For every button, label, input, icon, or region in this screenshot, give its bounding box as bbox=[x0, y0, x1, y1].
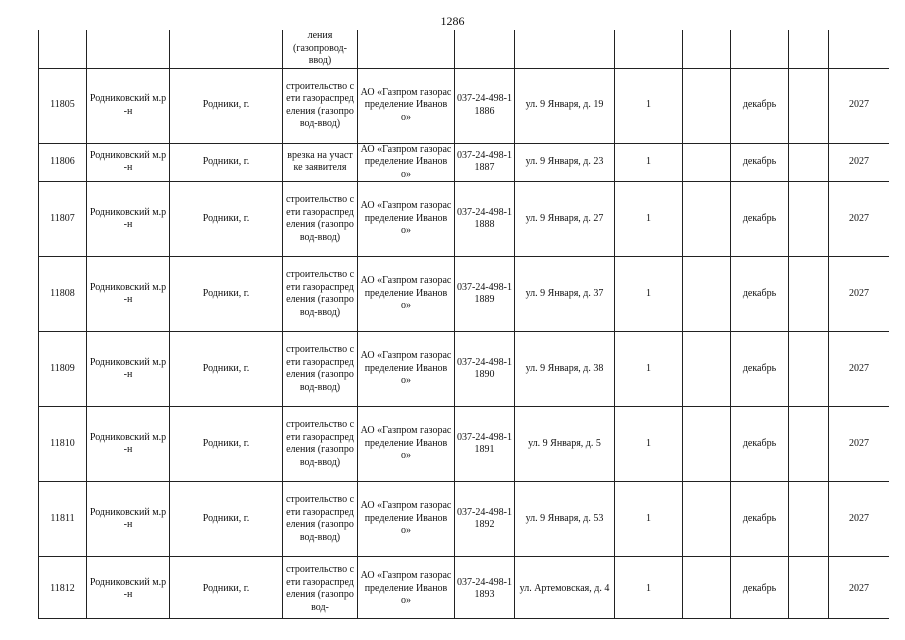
table-row-fragment bbox=[39, 30, 890, 68]
cell-empty bbox=[683, 143, 731, 182]
table-row bbox=[39, 557, 890, 620]
cell-object-code: 037-24-498-11892 bbox=[455, 482, 515, 557]
cell-empty bbox=[170, 30, 283, 68]
cell-count: 1 bbox=[615, 557, 683, 620]
cell-locality: Родники, г. bbox=[170, 332, 283, 407]
table-row bbox=[39, 257, 890, 332]
cell-empty bbox=[615, 30, 683, 68]
cell-count: 1 bbox=[615, 68, 683, 143]
cell-locality: Родники, г. bbox=[170, 143, 283, 182]
cell-number: 11807 bbox=[39, 182, 87, 257]
cell-object-code: 037-24-498-11886 bbox=[455, 68, 515, 143]
table-container bbox=[38, 30, 889, 619]
cell-year: 2027 bbox=[829, 407, 890, 482]
work-fragment-line: ввод) bbox=[308, 55, 332, 66]
cell-organization: АО «Газпром газораспределение Иваново» bbox=[358, 257, 455, 332]
cell-district: Родниковский м.р-н bbox=[87, 257, 170, 332]
cell-month: декабрь bbox=[731, 332, 789, 407]
cell-empty bbox=[683, 482, 731, 557]
cell-locality: Родники, г. bbox=[170, 557, 283, 620]
table-body bbox=[39, 30, 890, 619]
cell-empty bbox=[515, 30, 615, 68]
cell-empty bbox=[789, 407, 829, 482]
cell-count: 1 bbox=[615, 482, 683, 557]
table-row bbox=[39, 182, 890, 257]
cell-locality: Родники, г. bbox=[170, 407, 283, 482]
cell-organization: АО «Газпром газораспределение Иваново» bbox=[358, 407, 455, 482]
cell-year: 2027 bbox=[829, 482, 890, 557]
cell-district: Родниковский м.р-н bbox=[87, 482, 170, 557]
table-row bbox=[39, 332, 890, 407]
cell-address: ул. Артемовская, д. 4 bbox=[515, 557, 615, 620]
cell-work-type: строительство сети газораспределения (газопровод-ввод) bbox=[283, 257, 358, 332]
cell-empty bbox=[683, 182, 731, 257]
cell-locality: Родники, г. bbox=[170, 68, 283, 143]
cell-number: 11806 bbox=[39, 143, 87, 182]
cell-month: декабрь bbox=[731, 68, 789, 143]
cell-month: декабрь bbox=[731, 407, 789, 482]
cell-empty bbox=[683, 407, 731, 482]
cell-organization: АО «Газпром газораспределение Иваново» bbox=[358, 557, 455, 620]
gasification-table bbox=[38, 30, 889, 619]
cell-address: ул. 9 Января, д. 23 bbox=[515, 143, 615, 182]
cell-empty bbox=[683, 30, 731, 68]
cell-district: Родниковский м.р-н bbox=[87, 143, 170, 182]
cell-organization: АО «Газпром газораспределение Иваново» bbox=[358, 332, 455, 407]
cell-empty bbox=[829, 30, 890, 68]
table-row bbox=[39, 68, 890, 143]
cell-district: Родниковский м.р-н bbox=[87, 332, 170, 407]
cell-year: 2027 bbox=[829, 182, 890, 257]
cell-organization: АО «Газпром газораспределение Иваново» bbox=[358, 143, 455, 182]
cell-number: 11809 bbox=[39, 332, 87, 407]
cell-work-type: строительство сети газораспределения (газопровод-ввод) bbox=[283, 68, 358, 143]
cell-count: 1 bbox=[615, 407, 683, 482]
cell-empty bbox=[87, 30, 170, 68]
cell-empty bbox=[683, 332, 731, 407]
cell-object-code: 037-24-498-11889 bbox=[455, 257, 515, 332]
cell-month: декабрь bbox=[731, 143, 789, 182]
cell-year: 2027 bbox=[829, 332, 890, 407]
cell-empty bbox=[39, 30, 87, 68]
cell-month: декабрь bbox=[731, 482, 789, 557]
cell-address: ул. 9 Января, д. 53 bbox=[515, 482, 615, 557]
cell-month: декабрь bbox=[731, 257, 789, 332]
cell-year: 2027 bbox=[829, 557, 890, 620]
table-row bbox=[39, 482, 890, 557]
cell-year: 2027 bbox=[829, 68, 890, 143]
cell-object-code: 037-24-498-11893 bbox=[455, 557, 515, 620]
cell-number: 11805 bbox=[39, 68, 87, 143]
cell-work-fragment bbox=[283, 30, 358, 68]
cell-address: ул. 9 Января, д. 37 bbox=[515, 257, 615, 332]
cell-district: Родниковский м.р-н bbox=[87, 557, 170, 620]
cell-object-code: 037-24-498-11891 bbox=[455, 407, 515, 482]
table-row bbox=[39, 407, 890, 482]
cell-empty bbox=[789, 68, 829, 143]
cell-address: ул. 9 Января, д. 38 bbox=[515, 332, 615, 407]
cell-number: 11810 bbox=[39, 407, 87, 482]
table-row bbox=[39, 143, 890, 182]
cell-empty bbox=[789, 332, 829, 407]
cell-month: декабрь bbox=[731, 557, 789, 620]
cell-empty bbox=[683, 68, 731, 143]
cell-month: декабрь bbox=[731, 182, 789, 257]
cell-work-type: строительство сети газораспределения (газопровод-ввод) bbox=[283, 407, 358, 482]
cell-empty bbox=[789, 482, 829, 557]
cell-organization: АО «Газпром газораспределение Иваново» bbox=[358, 482, 455, 557]
cell-object-code: 037-24-498-11887 bbox=[455, 143, 515, 182]
work-fragment-line: ления bbox=[307, 30, 333, 41]
cell-locality: Родники, г. bbox=[170, 257, 283, 332]
cell-empty bbox=[789, 182, 829, 257]
cell-locality: Родники, г. bbox=[170, 482, 283, 557]
cell-empty bbox=[789, 257, 829, 332]
cell-object-code: 037-24-498-11888 bbox=[455, 182, 515, 257]
cell-work-type: строительство сети газораспределения (газопровод-ввод) bbox=[283, 182, 358, 257]
cell-empty bbox=[731, 30, 789, 68]
cell-count: 1 bbox=[615, 182, 683, 257]
cell-empty bbox=[455, 30, 515, 68]
cell-address: ул. 9 Января, д. 19 bbox=[515, 68, 615, 143]
cell-count: 1 bbox=[615, 257, 683, 332]
cell-number: 11808 bbox=[39, 257, 87, 332]
cell-object-code: 037-24-498-11890 bbox=[455, 332, 515, 407]
cell-organization: АО «Газпром газораспределение Иваново» bbox=[358, 68, 455, 143]
cell-work-type: строительство сети газораспределения (газопровод-ввод) bbox=[283, 332, 358, 407]
cell-empty bbox=[789, 143, 829, 182]
cell-work-type: врезка на участке заявителя bbox=[283, 143, 358, 182]
cell-address: ул. 9 Января, д. 27 bbox=[515, 182, 615, 257]
cell-empty bbox=[789, 30, 829, 68]
cell-year: 2027 bbox=[829, 143, 890, 182]
work-fragment-line: (газопровод- bbox=[293, 42, 347, 54]
cell-work-type: строительство сети газораспределения (газопровод-ввод) bbox=[283, 482, 358, 557]
cell-empty bbox=[358, 30, 455, 68]
cell-count: 1 bbox=[615, 143, 683, 182]
cell-address: ул. 9 Января, д. 5 bbox=[515, 407, 615, 482]
cell-district: Родниковский м.р-н bbox=[87, 68, 170, 143]
cell-count: 1 bbox=[615, 332, 683, 407]
cell-year: 2027 bbox=[829, 257, 890, 332]
cell-number: 11812 bbox=[39, 557, 87, 620]
cell-number: 11811 bbox=[39, 482, 87, 557]
cell-district: Родниковский м.р-н bbox=[87, 182, 170, 257]
cell-organization: АО «Газпром газораспределение Иваново» bbox=[358, 182, 455, 257]
cell-empty bbox=[683, 557, 731, 620]
page-number: 1286 bbox=[440, 14, 465, 28]
cell-empty bbox=[683, 257, 731, 332]
cell-district: Родниковский м.р-н bbox=[87, 407, 170, 482]
cell-empty bbox=[789, 557, 829, 620]
cell-work-type: строительство сети газораспределения (газопровод- bbox=[283, 557, 358, 620]
cell-locality: Родники, г. bbox=[170, 182, 283, 257]
